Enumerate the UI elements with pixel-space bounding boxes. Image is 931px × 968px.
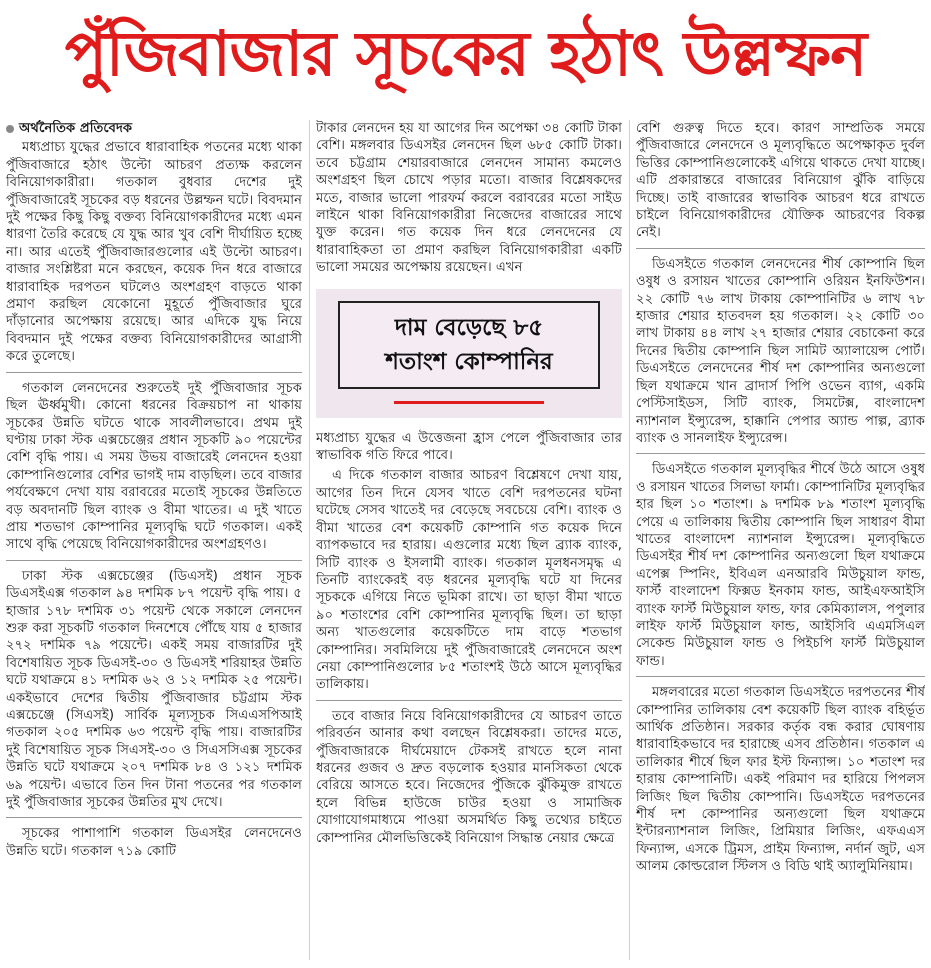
section-divider [636, 248, 925, 249]
byline-text: অর্থনৈতিক প্রতিবেদক [19, 121, 133, 136]
pull-quote-box [338, 301, 600, 389]
paragraph: মধ্যপ্রাচ্য যুদ্ধের এ উত্তেজনা হ্রাস পেলে পুঁজিবাজার তার স্বাভাবিক গতি ফিরে পাবে। [316, 430, 622, 464]
section-divider [6, 817, 302, 818]
article-column-1 [6, 120, 302, 962]
paragraph: এ দিকে গতকাল বাজার আচরণ বিশ্লেষণে দেখা যায়, আগের তিন দিনে যেসব খাতে বেশি দরপতনের ঘটনা ঘটেছে সেসব খাতেই দর বেড়েছে সবচেয়ে বেশি। ব্যাংক ও বীমা খাতের বেশ কয়েকটি কোম্পানি গত কয়েক দিনে ব্যাপকভাবে দর হারায়। এগুলোর মধ্যে ছিল ব্র্যাক ব্যাংক, সিটি ব্যাংক ও ইসলামী ব্যাংক। গতকাল মূলধনসমৃদ্ধ এ তিনটি ব্যাংকেরই বড় ধরনের মূল্যবৃদ্ধি ঘটে যা দিনের সূচককে এগিয়ে নিতে ভূমিকা রাখে। তা ছাড়া বীমা খাতে ৯০ শতাংশের বেশি কোম্পানির মূল্যবৃদ্ধি ছিল। তা ছাড়া অন্য খাতগুলোর কয়েকটিতে দাম বাড়ে শতভাগ কোম্পানির। সবমিলিয়ে দুই পুঁজিবাজারেই লেনদেনে অংশ নেয়া কোম্পানিগুলোর ৮৫ শতাংশই উঠে আসে মূল্যবৃদ্ধির তালিকায়। [316, 468, 622, 693]
pull-quote-line-1: দাম বেড়েছে ৮৫ [394, 314, 544, 341]
section-divider [6, 560, 302, 561]
paragraph: বেশি গুরুত্ব দিতে হবে। কারণ সাম্প্রতিক সময়ে পুঁজিবাজারে লেনদেনে ও মূল্যবৃদ্ধিতে অপেক্ষাকৃত দুর্বল ভিত্তির কোম্পানিগুলোকেই এগিয়ে থাকতে দেখা যাচ্ছে। এটি প্রকারান্তরে বাজারের বিনিয়োগ ঝুঁকি বাড়িয়ে দিচ্ছে। তাই বাজারের স্বাভাবিক আচরণ ধরে রাখতে চাইলে বিনিয়োগকারীদের যৌক্তিক আচরণের বিকল্প নেই। [636, 121, 925, 241]
pull-quote-underline [394, 401, 544, 404]
section-divider [636, 453, 925, 454]
pull-quote-line-2: শতাংশ কোম্পানির [385, 348, 553, 375]
paragraph: ডিএসইতে গতকাল লেনদেনের শীর্ষ কোম্পানি ছিল ওষুধ ও রসায়ন খাতের কোম্পানি ওরিয়ন ইনফিউশন। ২২ কোটি ৭৬ লাখ টাকায় কোম্পানিটির ৬ লাখ ৭৮ হাজার শেয়ার হাতবদল হয় গতকাল। ২২ কোটি ৩০ লাখ টাকায় ৪৪ লাখ ২৭ হাজার শেয়ার বেচাকেনা করে দিনের দ্বিতীয় কোম্পানি ছিল সামিট অ্যালায়েন্স পোর্ট। ডিএসইতে লেনদেনের শীর্ষ দশ কোম্পানির অন্যগুলো ছিল যথাক্রমে খান ব্রাদার্স পিপি ওভেন ব্যাগ, একমি পেস্টিসাইডস, সিটি ব্যাংক, সিমটেক্স, বাংলাদেশ ন্যাশনাল ইন্স্যুরেন্স, হাক্কানি পেপার অ্যান্ড পাল্প, ব্র্যাক ব্যাংক ও সানলাইফ ইন্স্যুরেন্স। [636, 256, 925, 446]
bullet-icon [6, 125, 14, 133]
byline [6, 120, 302, 137]
paragraph: ঢাকা স্টক এক্সচেঞ্জের (ডিএসই) প্রধান সূচক ডিএসইএক্স গতকাল ৯৪ দশমিক ৮৭ পয়েন্ট বৃদ্ধি পায়। ৫ হাজার ১৭৮ দশমিক ৩১ পয়েন্ট থেকে সকালে লেনদেন শুরু করা সূচকটি গতকাল দিনশেষে পৌঁছে যায় ৫ হাজার ২৭২ দশমিক ৭৯ পয়েন্টে। একই সময় বাজারটির দুই বিশেষায়িত সূচক ডিএসই-৩০ ও ডিএসই শরিয়াহর উন্নতি ঘটে যথাক্রমে ৪১ দশমিক ৬২ ও ১২ দশমিক ২৫ পয়েন্ট। একইভাবে দেশের দ্বিতীয় পুঁজিবাজার চট্টগ্রাম স্টক এক্সচেঞ্জে (সিএসই) সার্বিক মূল্যসূচক সিএএসপিআই গতকাল ২০৫ দশমিক ৬৩ পয়েন্ট বৃদ্ধি পায়। বাজারটির দুই বিশেষায়িত সূচক সিএসই-৩০ ও সিএসসিএক্স সূচকের উন্নতি ঘটে যথাক্রমে ২০৭ দশমিক ৮৪ ও ১২১ দশমিক ৬৯ পয়েন্ট। এভাবে তিন দিন টানা পতনের পর গতকাল দুই পুঁজিবাজার সূচকের উন্নতির মুখ দেখে। [6, 568, 302, 811]
paragraph: সূচকের পাশাপাশি গতকাল ডিএসইর লেনদেনেও উন্নতি ঘটে। গতকাল ৭১৯ কোটি [6, 826, 302, 859]
column-divider [629, 120, 630, 960]
section-divider [6, 372, 302, 373]
column-divider [309, 120, 310, 960]
paragraph: টাকার লেনদেন হয় যা আগের দিন অপেক্ষা ৩৪ কোটি টাকা বেশি। মঙ্গলবার ডিএসইর লেনদেন ছিল ৬৮৫ কোটি টাকা। তবে চট্টগ্রাম শেয়ারবাজারে লেনদেন সামান্য কমলেও অংশগ্রহণ ছিল চোখে পড়ার মতো। বাজার বিশ্লেষকদের মতে, বাজার ভালো পারফর্ম করলে বরাবরের মতো সাইড লাইনে থাকা বিনিয়োগকারীরা নিজেদের বাজারের সাথে যুক্ত করেন। গত কয়েক দিন ধরে লেনদেনের যে ধারাবাহিকতা তা প্রমাণ করছিল বিনিয়োগকারীরা একটি ভালো সময়ের অপেক্ষায় রয়েছেন। এখন [316, 121, 622, 276]
paragraph: গতকাল লেনদেনের শুরুতেই দুই পুঁজিবাজার সূচক ছিল ঊর্ধ্বমুখী। কোনো ধরনের বিক্রয়চাপ না থাকায় সূচকের উন্নতি ঘটতে থাকে সাবলীলভাবে। প্রথম দুই ঘণ্টায় ঢাকা স্টক এক্সচেঞ্জের প্রধান সূচকটি ৯০ পয়েন্টের বেশি বৃদ্ধি পায়। এ সময় উভয় বাজারেই লেনদেন হওয়া কোম্পানিগুলোর বেশির ভাগই দাম বাড়ছিল। তবে বাজার পর্যবেক্ষণে দেখা যায় বরাবরের মতোই সূচকের উন্নতিতে বড় অবদানটি ছিল ব্যাংক ও বীমা খাতের। এ দুই খাতে প্রায় শতভাগ কোম্পানির মূল্যবৃদ্ধি ঘটে গতকাল। একই সাথে বৃদ্ধি পেয়েছে বিনিয়োগকারীদের অংশগ্রহণও। [6, 380, 302, 553]
paragraph: তবে বাজার নিয়ে বিনিয়োগকারীদের যে আচরণ তাতে পরিবর্তন আনার কথা বলছেন বিশ্লেষকরা। তাদের মতে, পুঁজিবাজারকে দীর্ঘমেয়াদে টেকসই রাখতে হলে নানা ধরনের গুজব ও দ্রুত বড়লোক হওয়ার মানসিকতা থেকে বেরিয়ে আসতে হবে। নিজেদের পুঁজিকে ঝুঁকিমুক্ত রাখতে হলে বিভিন্ন হাউজে চাউর হওয়া ও সামাজিক যোগাযোগমাধ্যমে পাওয়া অসমর্থিত কিছু তথ্যের চাইতে কোম্পানির মৌলভিত্তিকেই বিনিয়োগ সিদ্ধান্ত নেয়ার ক্ষেত্রে [316, 708, 622, 846]
headline: পুঁজিবাজার সূচকের হঠাৎ উল্লম্ফন [64, 17, 867, 90]
section-divider [316, 700, 622, 701]
pull-quote [316, 289, 622, 418]
section-divider [636, 676, 925, 677]
paragraph: ডিএসইতে গতকাল মূল্যবৃদ্ধির শীর্ষে উঠে আসে ওষুধ ও রসায়ন খাতের সিলভা ফার্মা। কোম্পানিটির মূল্যবৃদ্ধির হার ছিল ১০ শতাংশ। ৯ দশমিক ৮৯ শতাংশ মূল্যবৃদ্ধি পেয়ে এ তালিকায় দ্বিতীয় কোম্পানি ছিল সাধারণ বীমা খাতের বাংলাদেশ ন্যাশনাল ইন্স্যুরেন্স। মূল্যবৃদ্ধিতে ডিএসইর শীর্ষ দশ কোম্পানির অন্যগুলো ছিল যথাক্রমে এপেক্স স্পিনিং, ইবিএল এনআরবি মিউচুয়াল ফান্ড, ফার্স্ট বাংলাদেশ ফিক্সড ইনকাম ফান্ড, আইএফআইসি ব্যাংক ফার্স্ট মিউচুয়াল ফান্ড, ফার কেমিক্যালস, পপুলার লাইফ ফার্স্ট মিউচুয়াল ফান্ড, আইসিবি এএমসিএল সেকেন্ড মিউচুয়াল ফান্ড ও পিইচপি ফার্স্ট মিউচুয়াল ফান্ড। [636, 462, 925, 669]
paragraph: মধ্যপ্রাচ্য যুদ্ধের প্রভাবে ধারাবাহিক পতনের মধ্যে থাকা পুঁজিবাজারে হঠাৎ উল্টো আচরণ প্রত্যক্ষ করলেন বিনিয়োগকারীরা। গতকাল বুধবার দেশের দুই পুঁজিবাজারেই সূচকের বড় ধরনের উল্লম্ফন ঘটে। বিবদমান দুই পক্ষের কিছু কিছু বক্তব্য বিনিয়োগকারীদের মধ্যে এমন ধারণা তৈরি করেছে যে যুদ্ধ আর খুব বেশি দীর্ঘায়িত হচ্ছে না। আর এতেই পুঁজিবাজারগুলোর এই উল্টো আচরণ। বাজার সংশ্লিষ্টরা মনে করছেন, কয়েক দিন ধরে বাজারে ধারাবাহিক দরপতন ঘটলেও অংশগ্রহণ বাড়তে থাকা প্রমাণ করছিল যেকোনো মুহূর্তে পুঁজিবাজার ঘুরে দাঁড়ানোর অপেক্ষায় রয়েছে। আর এদিকে যুদ্ধ নিয়ে বিবদমান দুই পক্ষের বক্তব্য বিনিয়োগকারীদের আগ্রাসী করে তুলেছে। [6, 140, 302, 365]
paragraph: মঙ্গলবারের মতো গতকাল ডিএসইতে দরপতনের শীর্ষ কোম্পানির তালিকায় বেশ কয়েকটি ছিল ব্যাংক বহির্ভূত আর্থিক প্রতিষ্ঠান। সরকার কর্তৃক বন্ধ করার ঘোষণায় ধারাবাহিকভাবে দর হারাচ্ছে এসব প্রতিষ্ঠান। গতকাল এ তালিকার শীর্ষে ছিল ফার ইস্ট ফিন্যান্স। ১০ শতাংশ দর হারায় কোম্পানিটি। একই পরিমাণ দর হারিয়ে পিপলস লিজিং ছিল দ্বিতীয় কোম্পানি। ডিএসইতে দরপতনের শীর্ষ দশ কোম্পানির অন্যগুলো ছিল যথাক্রমে ইন্টারন্যাশনাল লিজিং, প্রিমিয়ার লিজিং, এফএএস ফিন্যান্স, এসকে ট্রিমস, প্রাইম ফিন্যান্স, নর্দার্ন জুট, এস আলম কোল্ডরোল স্টিলস ও বিডি থাই অ্যালুমিনিয়াম। [636, 685, 925, 875]
article-column-2 [316, 120, 622, 962]
article-column-3 [636, 120, 925, 962]
